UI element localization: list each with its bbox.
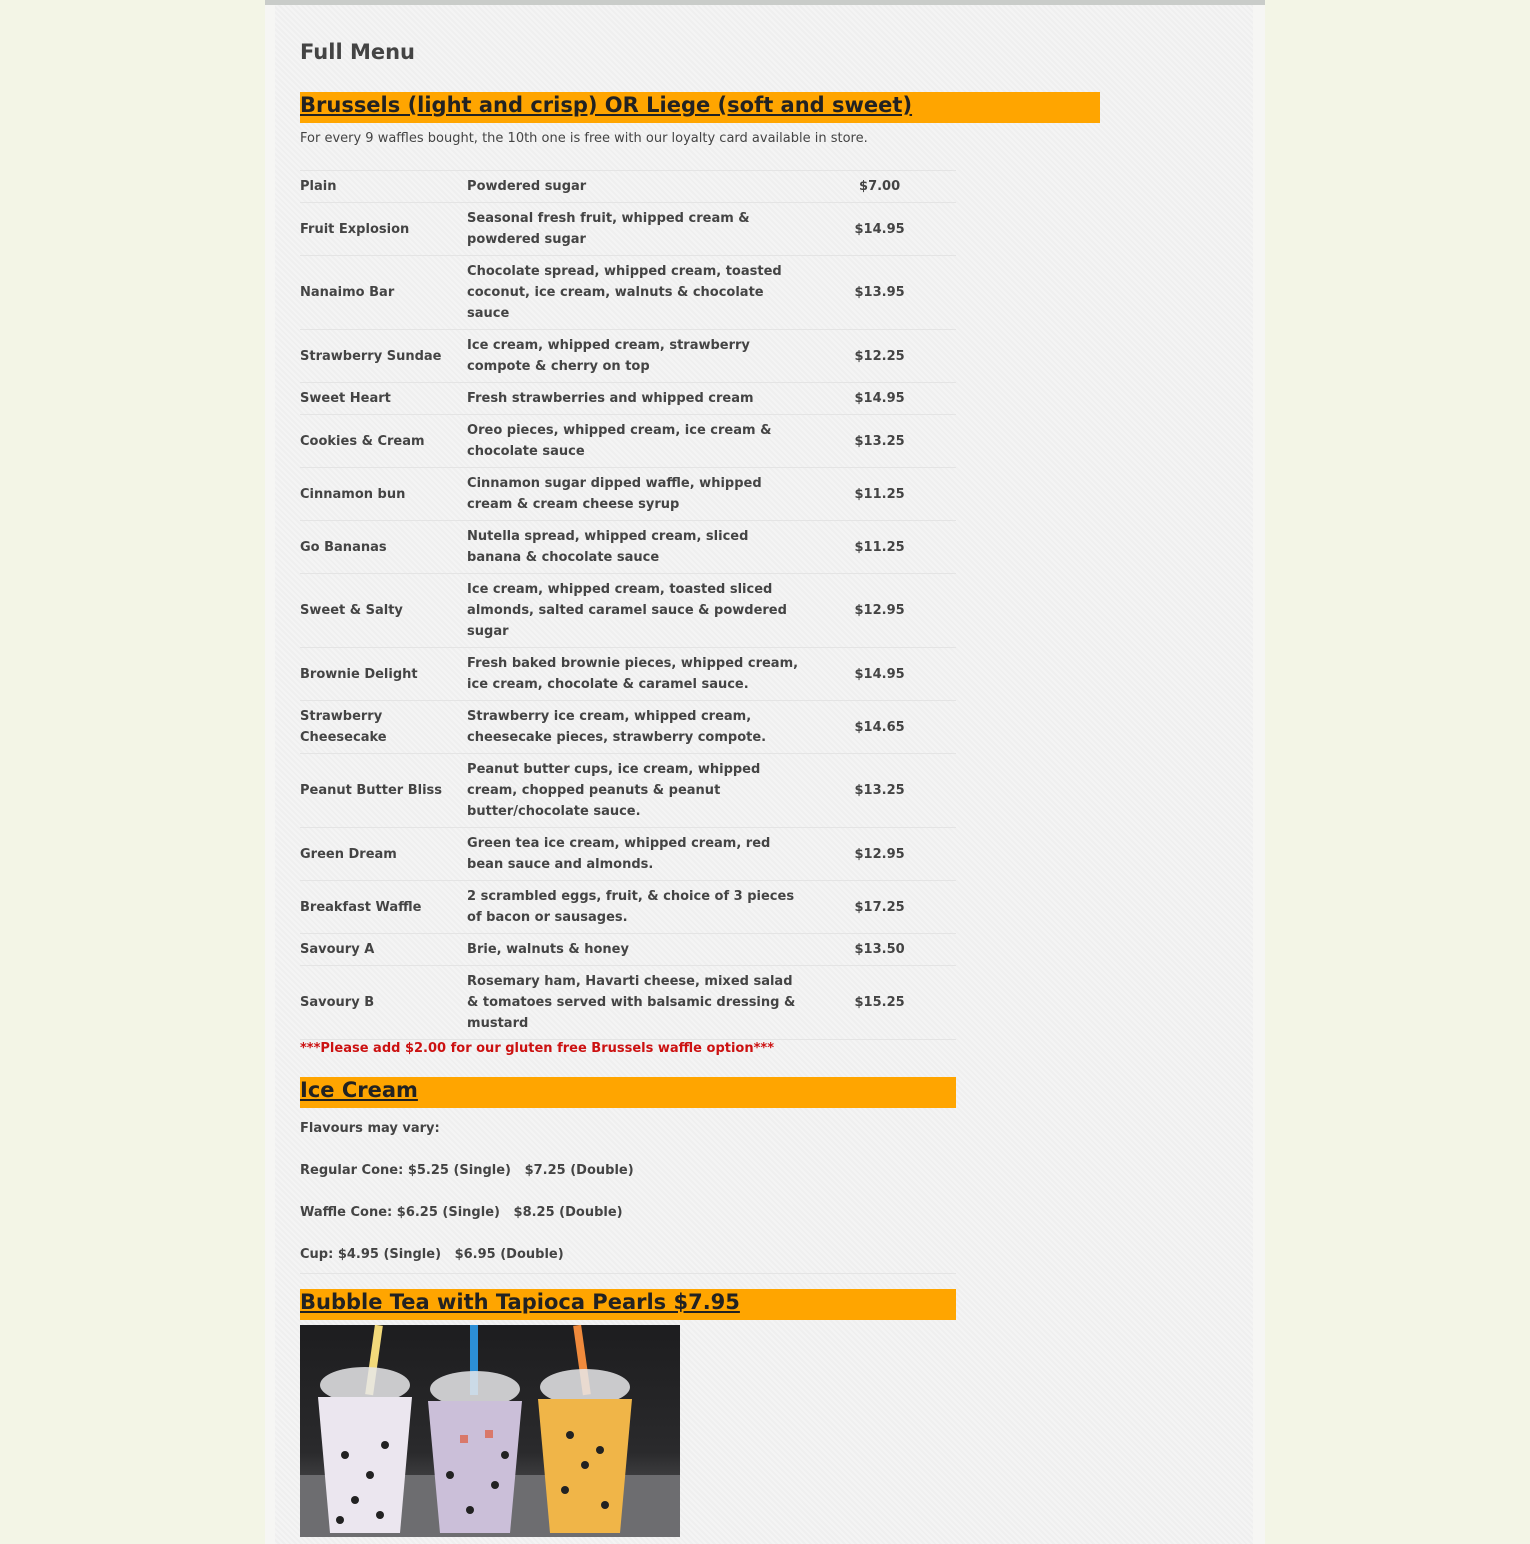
menu-item-name: Go Bananas <box>300 521 467 574</box>
menu-row <box>300 256 956 330</box>
page-container <box>265 0 1265 1544</box>
menu-item-name: Cookies & Cream <box>300 415 467 468</box>
loyalty-note: For every 9 waffles bought, the 10th one is free with our loyalty card available in store. <box>300 131 868 146</box>
menu-item-price: $12.25 <box>803 330 956 383</box>
bubble-tea-heading: Bubble Tea with Tapioca Pearls $7.95 <box>300 1290 740 1314</box>
menu-item-name: Savoury B <box>300 966 467 1040</box>
menu-row <box>300 828 956 881</box>
menu-item-name: Fruit Explosion <box>300 203 467 256</box>
waffle-menu-table <box>300 170 956 1040</box>
menu-item-description: Fresh baked brownie pieces, whipped cream, ice cream, chocolate & caramel sauce. <box>467 648 803 701</box>
menu-item-name: Savoury A <box>300 934 467 966</box>
menu-item-name: Sweet Heart <box>300 383 467 415</box>
menu-row <box>300 966 956 1040</box>
menu-item-price: $14.65 <box>803 701 956 754</box>
menu-item-price: $14.95 <box>803 203 956 256</box>
menu-row <box>300 330 956 383</box>
menu-item-description: Brie, walnuts & honey <box>467 934 803 966</box>
menu-item-price: $13.50 <box>803 934 956 966</box>
menu-item-price: $14.95 <box>803 648 956 701</box>
menu-row <box>300 754 956 828</box>
menu-row <box>300 468 956 521</box>
menu-item-price: $17.25 <box>803 881 956 934</box>
menu-item-name: Breakfast Waffle <box>300 881 467 934</box>
content-panel <box>275 5 1253 1544</box>
menu-item-description: Strawberry ice cream, whipped cream, cheesecake pieces, strawberry compote. <box>467 701 803 754</box>
menu-row <box>300 701 956 754</box>
menu-item-price: $13.25 <box>803 754 956 828</box>
menu-item-price: $13.95 <box>803 256 956 330</box>
ice-cream-cup: Cup: $4.95 (Single) $6.95 (Double) <box>300 1247 564 1262</box>
page-title: Full Menu <box>300 40 415 64</box>
menu-row <box>300 934 956 966</box>
ice-cream-waffle-cone: Waffle Cone: $6.25 (Single) $8.25 (Double) <box>300 1205 623 1220</box>
ice-cream-heading: Ice Cream <box>300 1078 418 1102</box>
waffles-section-header <box>300 92 1100 123</box>
menu-row <box>300 383 956 415</box>
menu-item-description: Chocolate spread, whipped cream, toasted coconut, ice cream, walnuts & chocolate sauce <box>467 256 803 330</box>
menu-item-description: Oreo pieces, whipped cream, ice cream & chocolate sauce <box>467 415 803 468</box>
menu-row <box>300 648 956 701</box>
menu-item-description: Cinnamon sugar dipped waffle, whipped cream & cream cheese syrup <box>467 468 803 521</box>
bubble-tea-section-header <box>300 1289 956 1320</box>
menu-row <box>300 415 956 468</box>
menu-item-name: Peanut Butter Bliss <box>300 754 467 828</box>
bubble-tea-photo <box>300 1325 680 1537</box>
menu-item-name: Brownie Delight <box>300 648 467 701</box>
menu-item-price: $12.95 <box>803 574 956 648</box>
waffles-heading: Brussels (light and crisp) OR Liege (soft and sweet) <box>300 93 913 117</box>
menu-item-name: Plain <box>300 171 467 203</box>
menu-item-price: $11.25 <box>803 521 956 574</box>
menu-item-name: Strawberry Sundae <box>300 330 467 383</box>
ice-cream-flavours-note: Flavours may vary: <box>300 1121 440 1136</box>
menu-item-name: Cinnamon bun <box>300 468 467 521</box>
menu-item-description: Peanut butter cups, ice cream, whipped cream, chopped peanuts & peanut butter/chocolate sauce. <box>467 754 803 828</box>
bubble-tea-cups-illustration <box>300 1325 680 1537</box>
menu-item-description: Ice cream, whipped cream, strawberry compote & cherry on top <box>467 330 803 383</box>
menu-item-price: $11.25 <box>803 468 956 521</box>
menu-row <box>300 203 956 256</box>
menu-item-name: Sweet & Salty <box>300 574 467 648</box>
menu-item-description: Nutella spread, whipped cream, sliced banana & chocolate sauce <box>467 521 803 574</box>
menu-item-price: $12.95 <box>803 828 956 881</box>
menu-row <box>300 574 956 648</box>
menu-row <box>300 881 956 934</box>
ice-cream-divider <box>300 1273 956 1274</box>
ice-cream-section-header <box>300 1077 956 1108</box>
gluten-free-note: ***Please add $2.00 for our gluten free Brussels waffle option*** <box>300 1041 775 1056</box>
menu-item-description: Ice cream, whipped cream, toasted sliced almonds, salted caramel sauce & powdered sugar <box>467 574 803 648</box>
menu-item-price: $15.25 <box>803 966 956 1040</box>
menu-item-description: Seasonal fresh fruit, whipped cream & powdered sugar <box>467 203 803 256</box>
menu-item-description: Green tea ice cream, whipped cream, red bean sauce and almonds. <box>467 828 803 881</box>
menu-row <box>300 171 956 203</box>
menu-item-price: $14.95 <box>803 383 956 415</box>
menu-row <box>300 521 956 574</box>
menu-item-price: $7.00 <box>803 171 956 203</box>
menu-item-description: Powdered sugar <box>467 171 803 203</box>
menu-item-description: 2 scrambled eggs, fruit, & choice of 3 pieces of bacon or sausages. <box>467 881 803 934</box>
menu-item-name: Nanaimo Bar <box>300 256 467 330</box>
menu-item-description: Rosemary ham, Havarti cheese, mixed salad & tomatoes served with balsamic dressing & mustard <box>467 966 803 1040</box>
menu-item-price: $13.25 <box>803 415 956 468</box>
menu-item-name: Green Dream <box>300 828 467 881</box>
menu-item-name: Strawberry Cheesecake <box>300 701 467 754</box>
menu-item-description: Fresh strawberries and whipped cream <box>467 383 803 415</box>
ice-cream-regular-cone: Regular Cone: $5.25 (Single) $7.25 (Double) <box>300 1163 634 1178</box>
